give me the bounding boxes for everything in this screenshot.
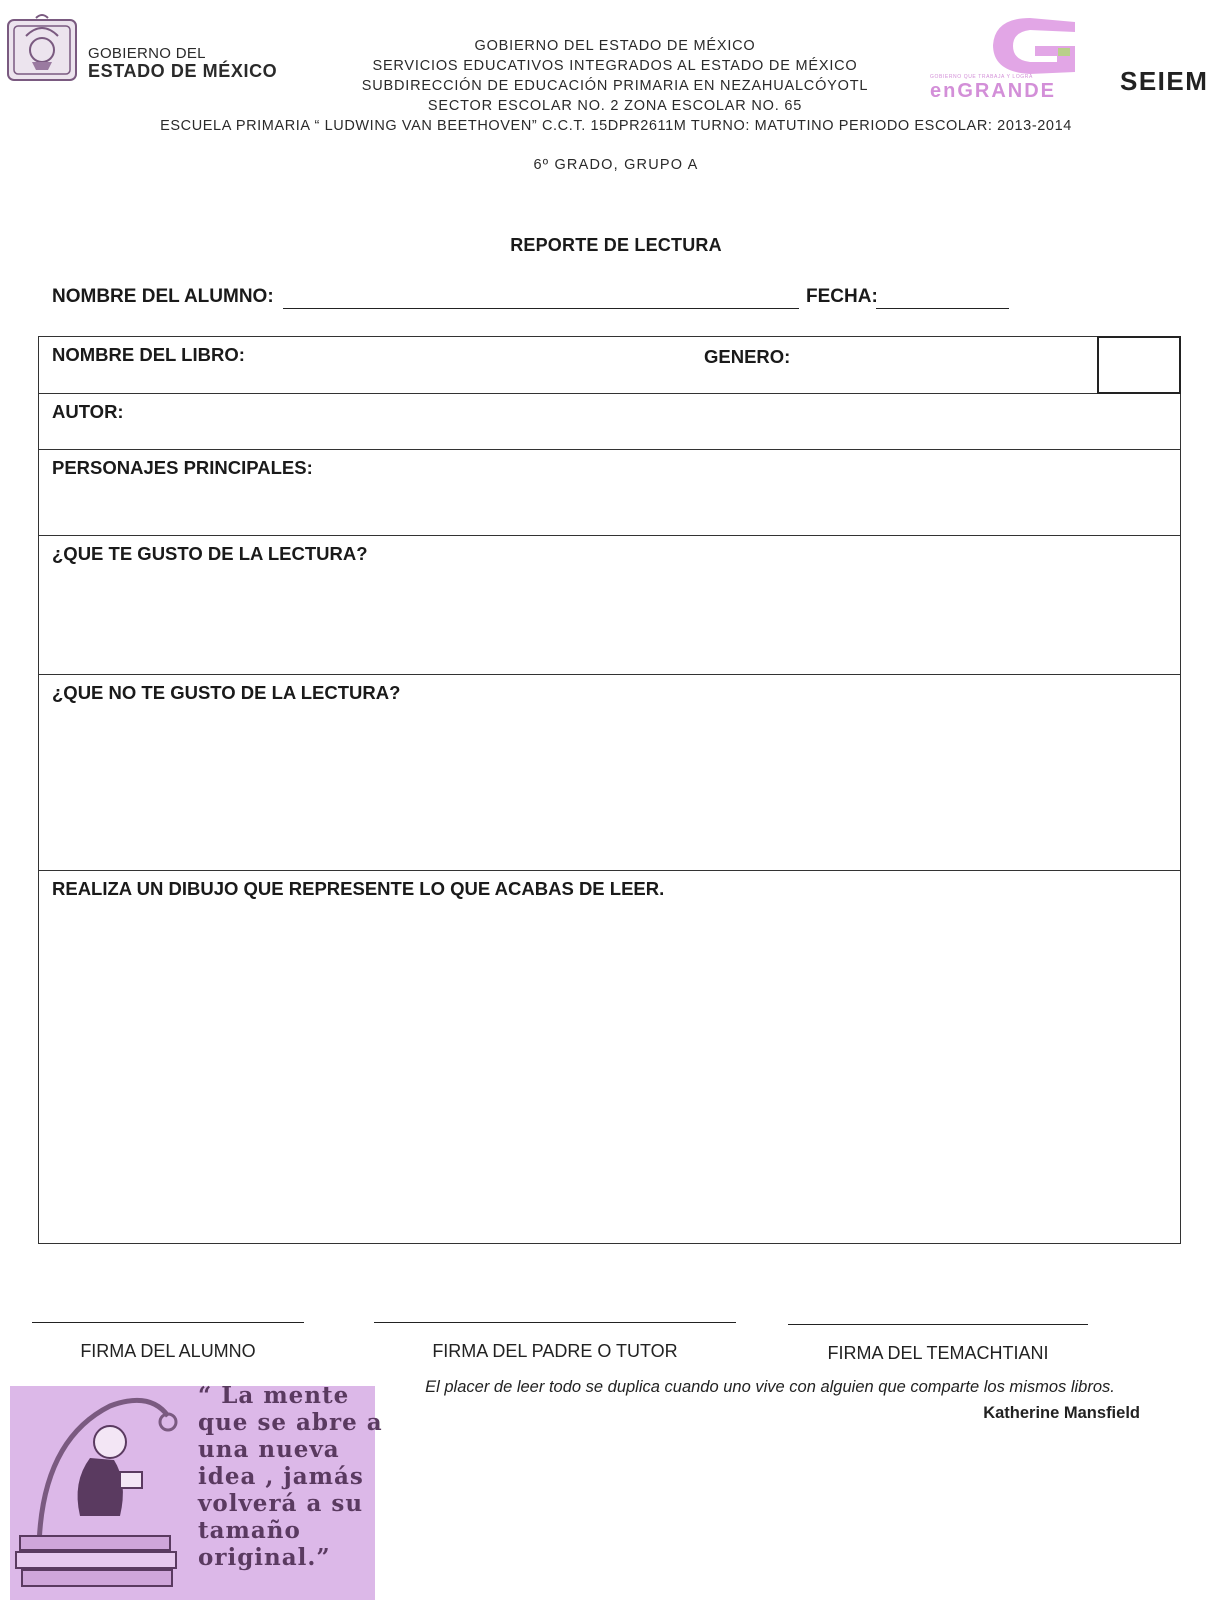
signature-line — [374, 1322, 736, 1323]
book-name-row[interactable] — [39, 337, 1180, 394]
reading-report-form — [38, 336, 1181, 1244]
date-row — [806, 286, 878, 308]
characters-row[interactable] — [39, 450, 1180, 536]
quote-line: volverá a su — [198, 1490, 364, 1517]
quote-line: tamaño — [198, 1517, 301, 1544]
engrande-tagline: GOBIERNO QUE TRABAJA Y LOGRA — [930, 74, 1033, 80]
quote-line: que se abre a — [198, 1409, 383, 1436]
gobierno-estado-logo-text — [88, 46, 277, 81]
page-title: REPORTE DE LECTURA — [510, 235, 722, 255]
footer-quote: El placer de leer todo se duplica cuando uno vive con alguien que comparte los mismos libros. — [425, 1378, 1115, 1396]
characters-label: PERSONAJES PRINCIPALES: — [52, 457, 313, 478]
quote-line: idea , jamás — [198, 1463, 364, 1490]
liked-row[interactable] — [39, 536, 1180, 675]
signature-line — [788, 1324, 1088, 1325]
reading-child-icon — [10, 1386, 190, 1600]
signature-line — [32, 1322, 304, 1323]
teacher-signature-label: FIRMA DEL TEMACHTIANI — [827, 1343, 1049, 1363]
genre-label: GENERO: — [704, 346, 791, 367]
estado-de-mexico-seal-icon — [6, 12, 78, 84]
drawing-row[interactable] — [39, 871, 1180, 1243]
parent-signature-label: FIRMA DEL PADRE O TUTOR — [432, 1341, 678, 1361]
author-label: AUTOR: — [52, 401, 124, 422]
header-line: SERVICIOS EDUCATIVOS INTEGRADOS AL ESTADO DE MÉXICO — [372, 58, 858, 74]
parent-signature[interactable] — [374, 1322, 736, 1362]
disliked-row[interactable] — [39, 675, 1180, 871]
header-line: SUBDIRECCIÓN DE EDUCACIÓN PRIMARIA EN NEZAHUALCÓYOTL — [361, 78, 869, 94]
liked-label: ¿QUE TE GUSTO DE LA LECTURA? — [52, 543, 368, 564]
student-name-label: NOMBRE DEL ALUMNO: — [52, 286, 274, 307]
quote-line: una nueva — [198, 1436, 340, 1463]
footer-author: Katherine Mansfield — [983, 1404, 1140, 1422]
seiem-logo-text: SEIEM — [1120, 66, 1209, 96]
grade-line: 6º GRADO, GRUPO A — [533, 157, 699, 173]
header-institution-lines — [320, 36, 910, 116]
author-row[interactable] — [39, 394, 1180, 450]
drawing-label: REALIZA UN DIBUJO QUE REPRESENTE LO QUE ACABAS DE LEER. — [52, 878, 665, 899]
engrande-wordmark: enGRANDE — [930, 80, 1057, 102]
date-label: FECHA: — [806, 286, 878, 307]
header-line: SECTOR ESCOLAR NO. 2 ZONA ESCOLAR NO. 65 — [427, 98, 803, 114]
quote-line: “ La mente — [198, 1382, 350, 1409]
teacher-signature[interactable] — [788, 1324, 1088, 1364]
student-signature[interactable] — [32, 1322, 304, 1362]
school-line: ESCUELA PRIMARIA “ LUDWING VAN BEETHOVEN” C.C.T. 15DPR2611M TURNO: MATUTINO PERIODO ESCOLAR: 2013-2014 — [160, 118, 1072, 134]
illustration-quote — [198, 1382, 383, 1571]
book-name-label: NOMBRE DEL LIBRO: — [52, 344, 245, 365]
estado-line: ESTADO DE MÉXICO — [88, 60, 278, 81]
student-name-field[interactable] — [283, 308, 799, 309]
gobierno-line: GOBIERNO DEL — [88, 45, 206, 62]
disliked-label: ¿QUE NO TE GUSTO DE LA LECTURA? — [52, 682, 401, 703]
student-signature-label: FIRMA DEL ALUMNO — [80, 1341, 256, 1361]
student-row — [52, 286, 274, 308]
quote-line: original.” — [198, 1544, 331, 1571]
header-line: GOBIERNO DEL ESTADO DE MÉXICO — [474, 38, 756, 54]
genre-box[interactable] — [1097, 336, 1181, 394]
date-field[interactable] — [876, 308, 1009, 309]
